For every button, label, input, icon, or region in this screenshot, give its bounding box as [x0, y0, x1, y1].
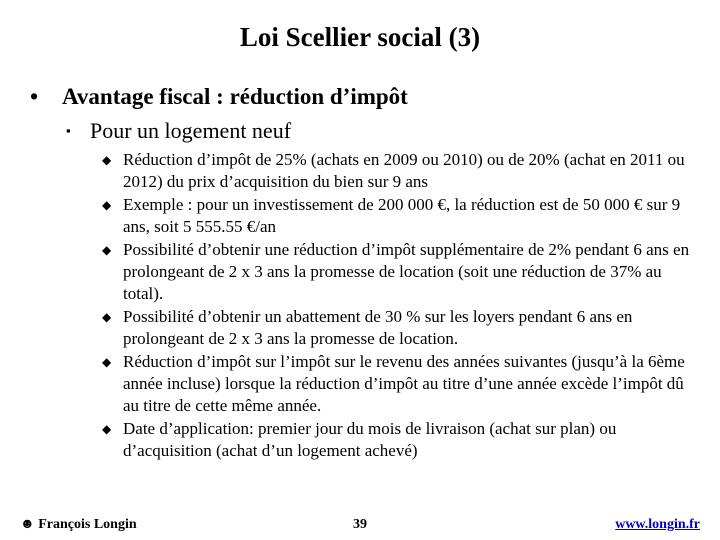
list-item-text: Possibilité d’obtenir un abattement de 30 % sur les loyers pendant 6 ans en prolongeant de 2 x 3 ans la promesse de location.	[123, 307, 633, 348]
list-item	[102, 418, 700, 462]
list-item	[102, 239, 700, 305]
square-bullet-icon: ▪	[66, 123, 71, 138]
footer-website-link[interactable]: www.longin.fr	[615, 517, 700, 532]
footer-author: ☻ François Longin	[20, 517, 137, 532]
round-bullet-icon: •	[30, 84, 39, 109]
list-item-text: Exemple : pour un investissement de 200 000 €, la réduction est de 50 000 € sur 9 ans, soit 5 555.55 €/an	[123, 195, 681, 236]
main-bullet-text: Avantage fiscal : réduction d’impôt	[62, 84, 408, 109]
diamond-bullet-icon: ◆	[102, 153, 112, 167]
list-item	[102, 306, 700, 350]
secondary-bullet-point	[66, 116, 706, 146]
list-item-text: Date d’application: premier jour du mois de livraison (achat sur plan) ou d’acquisition (achat d’un logement achevé)	[123, 419, 617, 460]
list-item-text: Possibilité d’obtenir une réduction d’impôt supplémentaire de 2% pendant 6 ans en prolongeant de 2 x 3 ans la promesse de location (soit une réduction de 37% au total).	[123, 240, 690, 303]
list-item-text: Réduction d’impôt de 25% (achats en 2009 ou 2010) ou de 20% (achat en 2011 ou 2012) du prix d’acquisition du bien sur 9 ans	[123, 150, 685, 191]
diamond-bullet-icon: ◆	[102, 422, 112, 436]
list-item	[102, 194, 700, 238]
list-item	[102, 351, 700, 417]
diamond-bullet-icon: ◆	[102, 243, 112, 257]
diamond-bullet-icon: ◆	[102, 355, 112, 369]
list-item	[102, 149, 700, 193]
diamond-bullet-icon: ◆	[102, 310, 112, 324]
secondary-bullet-text: Pour un logement neuf	[90, 118, 292, 143]
main-bullet-point	[30, 82, 710, 112]
list-item-text: Réduction d’impôt sur l’impôt sur le revenu des années suivantes (jusqu’à la 6ème année incluse) lorsque la réduction d’impôt au titre d’une année excède l’impôt dû au titre de cette même année.	[123, 352, 685, 415]
slide-title: Loi Scellier social (3)	[239, 22, 481, 52]
detail-bullet-list	[102, 149, 700, 463]
diamond-bullet-icon: ◆	[102, 198, 112, 212]
footer-page-number: 39	[353, 517, 367, 532]
